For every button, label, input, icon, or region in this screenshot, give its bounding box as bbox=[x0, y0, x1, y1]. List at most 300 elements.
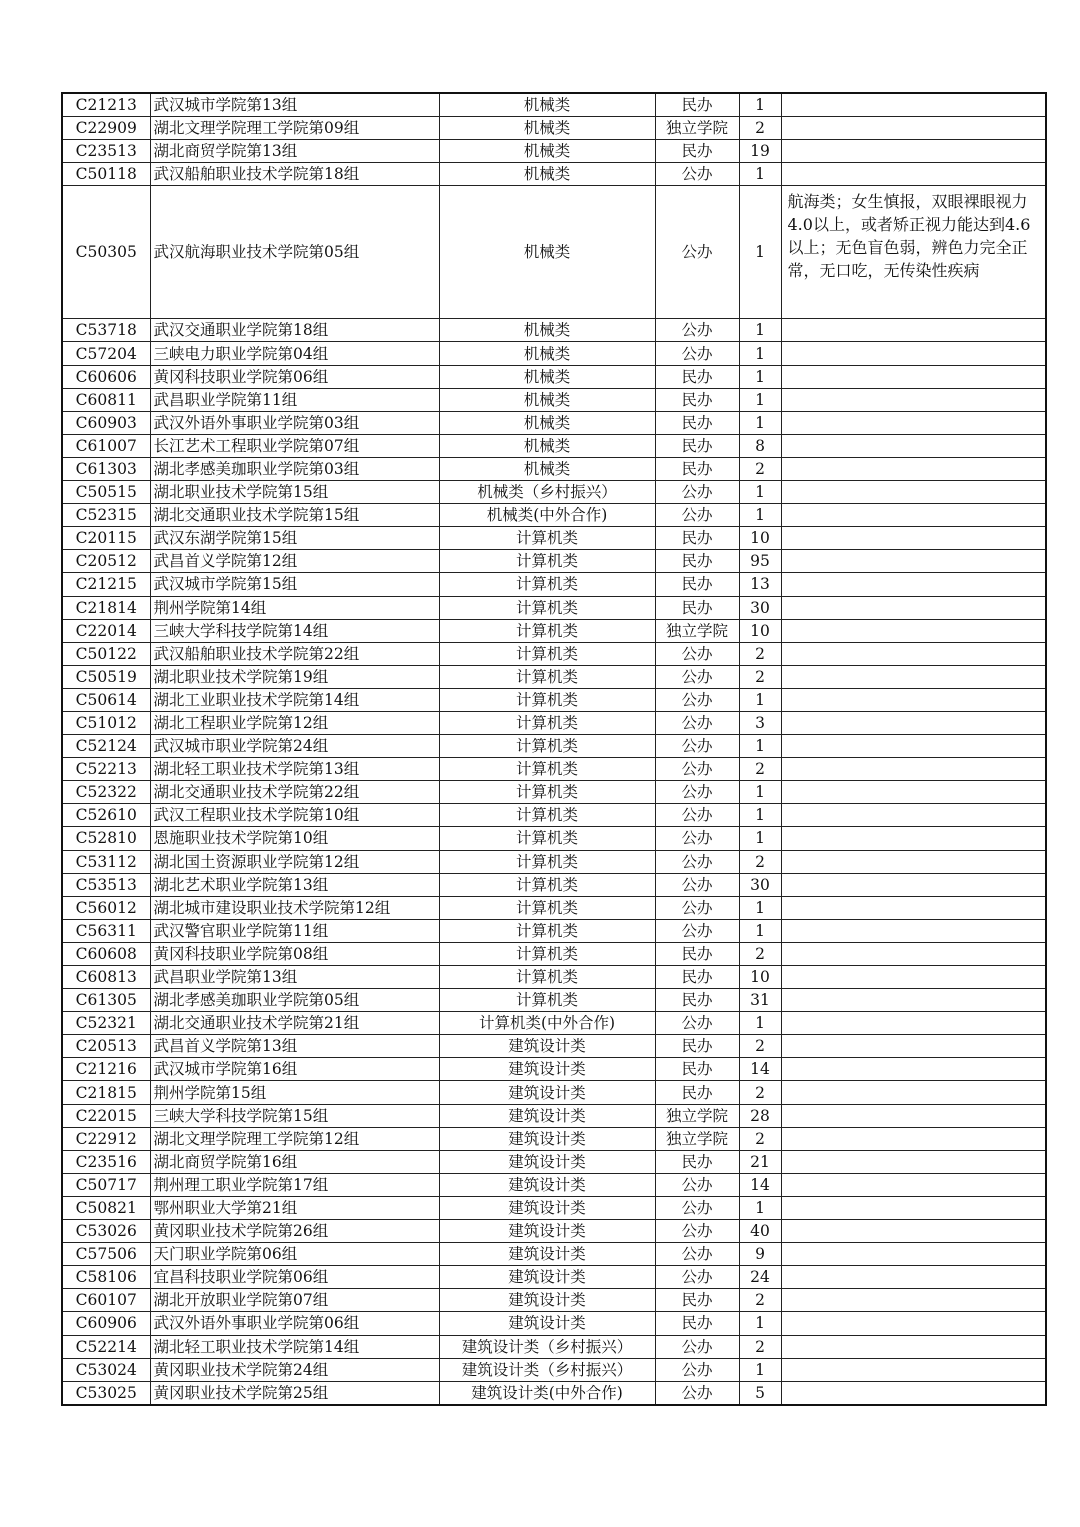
school-type-cell: 民办 bbox=[655, 596, 739, 619]
group-code-cell: C20115 bbox=[62, 527, 150, 550]
plan-count-cell: 1 bbox=[739, 365, 781, 388]
school-type-cell: 公办 bbox=[655, 1381, 739, 1405]
school-type-cell: 公办 bbox=[655, 342, 739, 365]
school-group-cell: 鄂州职业大学第21组 bbox=[150, 1196, 439, 1219]
school-group-cell: 湖北职业技术学院第19组 bbox=[150, 665, 439, 688]
table-row bbox=[62, 1012, 1046, 1035]
group-code-cell: C52124 bbox=[62, 735, 150, 758]
major-category-cell: 机械类 bbox=[439, 388, 655, 411]
school-group-cell: 湖北孝感美珈职业学院第05组 bbox=[150, 989, 439, 1012]
school-group-cell: 湖北文理学院理工学院第09组 bbox=[150, 117, 439, 140]
plan-count-cell: 24 bbox=[739, 1266, 781, 1289]
group-code-cell: C50305 bbox=[62, 186, 150, 319]
school-group-cell: 湖北孝感美珈职业学院第03组 bbox=[150, 457, 439, 480]
table-row bbox=[62, 186, 1046, 319]
plan-count-cell: 95 bbox=[739, 550, 781, 573]
major-category-cell: 建筑设计类 bbox=[439, 1312, 655, 1335]
table-row bbox=[62, 573, 1046, 596]
school-group-cell: 三峡电力职业学院第04组 bbox=[150, 342, 439, 365]
plan-count-cell: 14 bbox=[739, 1173, 781, 1196]
school-group-cell: 武汉城市学院第15组 bbox=[150, 573, 439, 596]
school-type-cell: 公办 bbox=[655, 642, 739, 665]
school-type-cell: 民办 bbox=[655, 388, 739, 411]
remark-cell bbox=[781, 596, 1046, 619]
plan-count-cell: 1 bbox=[739, 827, 781, 850]
major-category-cell: 计算机类 bbox=[439, 966, 655, 989]
remark-cell bbox=[781, 989, 1046, 1012]
group-code-cell: C50614 bbox=[62, 688, 150, 711]
school-type-cell: 公办 bbox=[655, 896, 739, 919]
school-group-cell: 武汉交通职业学院第18组 bbox=[150, 319, 439, 342]
group-code-cell: C52810 bbox=[62, 827, 150, 850]
major-category-cell: 机械类 bbox=[439, 411, 655, 434]
table-row bbox=[62, 711, 1046, 734]
remark-cell bbox=[781, 434, 1046, 457]
group-code-cell: C60903 bbox=[62, 411, 150, 434]
school-type-cell: 公办 bbox=[655, 688, 739, 711]
school-group-cell: 湖北轻工职业技术学院第14组 bbox=[150, 1335, 439, 1358]
major-category-cell: 计算机类(中外合作) bbox=[439, 1012, 655, 1035]
table-row bbox=[62, 642, 1046, 665]
group-code-cell: C53112 bbox=[62, 850, 150, 873]
school-type-cell: 公办 bbox=[655, 850, 739, 873]
plan-count-cell: 1 bbox=[739, 342, 781, 365]
major-category-cell: 计算机类 bbox=[439, 781, 655, 804]
school-type-cell: 民办 bbox=[655, 1081, 739, 1104]
school-group-cell: 黄冈职业技术学院第26组 bbox=[150, 1220, 439, 1243]
remark-cell bbox=[781, 873, 1046, 896]
school-group-cell: 黄冈职业技术学院第25组 bbox=[150, 1381, 439, 1405]
group-code-cell: C52315 bbox=[62, 504, 150, 527]
group-code-cell: C22912 bbox=[62, 1127, 150, 1150]
major-category-cell: 建筑设计类（乡村振兴） bbox=[439, 1358, 655, 1381]
table-row bbox=[62, 596, 1046, 619]
remark-cell bbox=[781, 1289, 1046, 1312]
table-row bbox=[62, 735, 1046, 758]
remark-cell bbox=[781, 342, 1046, 365]
major-category-cell: 建筑设计类 bbox=[439, 1196, 655, 1219]
school-type-cell: 民办 bbox=[655, 966, 739, 989]
plan-count-cell: 1 bbox=[739, 1312, 781, 1335]
school-group-cell: 湖北工业职业技术学院第14组 bbox=[150, 688, 439, 711]
school-group-cell: 湖北交通职业技术学院第21组 bbox=[150, 1012, 439, 1035]
major-category-cell: 计算机类 bbox=[439, 596, 655, 619]
plan-count-cell: 1 bbox=[739, 481, 781, 504]
remark-cell bbox=[781, 319, 1046, 342]
remark-cell bbox=[781, 804, 1046, 827]
table-row bbox=[62, 117, 1046, 140]
table-row bbox=[62, 527, 1046, 550]
remark-cell bbox=[781, 365, 1046, 388]
table-row bbox=[62, 1220, 1046, 1243]
remark-cell bbox=[781, 1173, 1046, 1196]
remark-cell bbox=[781, 388, 1046, 411]
table-row bbox=[62, 827, 1046, 850]
group-code-cell: C53718 bbox=[62, 319, 150, 342]
plan-count-cell: 2 bbox=[739, 1335, 781, 1358]
school-group-cell: 武汉警官职业学院第11组 bbox=[150, 919, 439, 942]
remark-cell bbox=[781, 457, 1046, 480]
school-type-cell: 公办 bbox=[655, 1335, 739, 1358]
plan-count-cell: 10 bbox=[739, 619, 781, 642]
plan-count-cell: 1 bbox=[739, 1358, 781, 1381]
major-category-cell: 计算机类 bbox=[439, 735, 655, 758]
school-type-cell: 独立学院 bbox=[655, 1104, 739, 1127]
school-type-cell: 公办 bbox=[655, 758, 739, 781]
group-code-cell: C20512 bbox=[62, 550, 150, 573]
major-category-cell: 计算机类 bbox=[439, 642, 655, 665]
remark-cell bbox=[781, 735, 1046, 758]
school-type-cell: 民办 bbox=[655, 989, 739, 1012]
plan-count-cell: 21 bbox=[739, 1150, 781, 1173]
school-group-cell: 湖北城市建设职业技术学院第12组 bbox=[150, 896, 439, 919]
group-code-cell: C60608 bbox=[62, 942, 150, 965]
table-row bbox=[62, 1035, 1046, 1058]
school-group-cell: 黄冈科技职业学院第08组 bbox=[150, 942, 439, 965]
plan-count-cell: 1 bbox=[739, 186, 781, 319]
group-code-cell: C50821 bbox=[62, 1196, 150, 1219]
plan-count-cell: 1 bbox=[739, 1196, 781, 1219]
school-group-cell: 湖北文理学院理工学院第12组 bbox=[150, 1127, 439, 1150]
group-code-cell: C53026 bbox=[62, 1220, 150, 1243]
table-row bbox=[62, 163, 1046, 186]
group-code-cell: C51012 bbox=[62, 711, 150, 734]
table-row bbox=[62, 550, 1046, 573]
school-group-cell: 湖北交通职业技术学院第22组 bbox=[150, 781, 439, 804]
major-category-cell: 计算机类 bbox=[439, 665, 655, 688]
document-page bbox=[61, 92, 1045, 1406]
school-group-cell: 武汉城市学院第13组 bbox=[150, 93, 439, 117]
school-group-cell: 武汉城市职业学院第24组 bbox=[150, 735, 439, 758]
school-group-cell: 武昌职业学院第13组 bbox=[150, 966, 439, 989]
plan-count-cell: 14 bbox=[739, 1058, 781, 1081]
major-category-cell: 建筑设计类 bbox=[439, 1266, 655, 1289]
school-type-cell: 公办 bbox=[655, 804, 739, 827]
remark-cell bbox=[781, 966, 1046, 989]
school-type-cell: 公办 bbox=[655, 781, 739, 804]
major-category-cell: 建筑设计类 bbox=[439, 1173, 655, 1196]
school-type-cell: 民办 bbox=[655, 550, 739, 573]
plan-count-cell: 2 bbox=[739, 642, 781, 665]
remark-cell bbox=[781, 1104, 1046, 1127]
remark-cell bbox=[781, 573, 1046, 596]
remark-cell bbox=[781, 1127, 1046, 1150]
group-code-cell: C23513 bbox=[62, 140, 150, 163]
school-type-cell: 民办 bbox=[655, 140, 739, 163]
remark-cell bbox=[781, 1150, 1046, 1173]
school-group-cell: 武汉船舶职业技术学院第22组 bbox=[150, 642, 439, 665]
table-row bbox=[62, 319, 1046, 342]
table-row bbox=[62, 1289, 1046, 1312]
group-code-cell: C57506 bbox=[62, 1243, 150, 1266]
remark-cell bbox=[781, 642, 1046, 665]
table-row bbox=[62, 804, 1046, 827]
major-category-cell: 建筑设计类（乡村振兴） bbox=[439, 1335, 655, 1358]
major-category-cell: 机械类 bbox=[439, 186, 655, 319]
school-type-cell: 公办 bbox=[655, 1196, 739, 1219]
school-type-cell: 公办 bbox=[655, 1220, 739, 1243]
group-code-cell: C22014 bbox=[62, 619, 150, 642]
table-row bbox=[62, 388, 1046, 411]
plan-count-cell: 10 bbox=[739, 966, 781, 989]
major-category-cell: 建筑设计类 bbox=[439, 1035, 655, 1058]
plan-count-cell: 3 bbox=[739, 711, 781, 734]
remark-cell bbox=[781, 93, 1046, 117]
school-type-cell: 民办 bbox=[655, 411, 739, 434]
school-type-cell: 民办 bbox=[655, 573, 739, 596]
major-category-cell: 建筑设计类 bbox=[439, 1127, 655, 1150]
major-category-cell: 机械类 bbox=[439, 457, 655, 480]
remark-cell bbox=[781, 711, 1046, 734]
remark-cell bbox=[781, 781, 1046, 804]
major-category-cell: 机械类 bbox=[439, 117, 655, 140]
plan-count-cell: 1 bbox=[739, 688, 781, 711]
group-code-cell: C21215 bbox=[62, 573, 150, 596]
major-category-cell: 机械类（乡村振兴） bbox=[439, 481, 655, 504]
school-group-cell: 湖北国土资源职业学院第12组 bbox=[150, 850, 439, 873]
table-row bbox=[62, 665, 1046, 688]
remark-cell bbox=[781, 1220, 1046, 1243]
school-type-cell: 民办 bbox=[655, 1312, 739, 1335]
remark-cell bbox=[781, 1266, 1046, 1289]
school-type-cell: 公办 bbox=[655, 1243, 739, 1266]
group-code-cell: C22015 bbox=[62, 1104, 150, 1127]
plan-count-cell: 30 bbox=[739, 596, 781, 619]
major-category-cell: 机械类 bbox=[439, 319, 655, 342]
remark-cell bbox=[781, 1381, 1046, 1405]
school-type-cell: 公办 bbox=[655, 1358, 739, 1381]
school-type-cell: 公办 bbox=[655, 504, 739, 527]
school-type-cell: 公办 bbox=[655, 1012, 739, 1035]
school-group-cell: 荆州理工职业学院第17组 bbox=[150, 1173, 439, 1196]
remark-cell bbox=[781, 942, 1046, 965]
school-group-cell: 湖北艺术职业学院第13组 bbox=[150, 873, 439, 896]
table-row bbox=[62, 919, 1046, 942]
table-row bbox=[62, 850, 1046, 873]
plan-count-cell: 5 bbox=[739, 1381, 781, 1405]
group-code-cell: C60606 bbox=[62, 365, 150, 388]
plan-count-cell: 1 bbox=[739, 804, 781, 827]
major-category-cell: 机械类 bbox=[439, 93, 655, 117]
school-type-cell: 公办 bbox=[655, 873, 739, 896]
group-code-cell: C58106 bbox=[62, 1266, 150, 1289]
major-category-cell: 建筑设计类(中外合作) bbox=[439, 1381, 655, 1405]
group-code-cell: C50519 bbox=[62, 665, 150, 688]
remark-cell bbox=[781, 665, 1046, 688]
group-code-cell: C21213 bbox=[62, 93, 150, 117]
group-code-cell: C61305 bbox=[62, 989, 150, 1012]
school-group-cell: 武汉船舶职业技术学院第18组 bbox=[150, 163, 439, 186]
plan-count-cell: 1 bbox=[739, 93, 781, 117]
group-code-cell: C60811 bbox=[62, 388, 150, 411]
table-row bbox=[62, 942, 1046, 965]
school-type-cell: 独立学院 bbox=[655, 117, 739, 140]
major-category-cell: 机械类 bbox=[439, 342, 655, 365]
school-type-cell: 公办 bbox=[655, 919, 739, 942]
major-category-cell: 计算机类 bbox=[439, 850, 655, 873]
remark-cell bbox=[781, 919, 1046, 942]
school-group-cell: 武汉东湖学院第15组 bbox=[150, 527, 439, 550]
group-code-cell: C21216 bbox=[62, 1058, 150, 1081]
major-category-cell: 计算机类 bbox=[439, 896, 655, 919]
school-type-cell: 公办 bbox=[655, 1173, 739, 1196]
major-category-cell: 建筑设计类 bbox=[439, 1220, 655, 1243]
remark-cell bbox=[781, 1012, 1046, 1035]
remark-cell bbox=[781, 827, 1046, 850]
school-group-cell: 武汉工程职业技术学院第10组 bbox=[150, 804, 439, 827]
table-row bbox=[62, 1381, 1046, 1405]
table-row bbox=[62, 342, 1046, 365]
table-row bbox=[62, 365, 1046, 388]
table-row bbox=[62, 1335, 1046, 1358]
remark-cell bbox=[781, 550, 1046, 573]
table-row bbox=[62, 688, 1046, 711]
remark-cell: 航海类；女生慎报，双眼裸眼视力4.0以上，或者矫正视力能达到4.6以上；无色盲色弱，辨色力完全正常，无口吃，无传染性疾病 bbox=[781, 186, 1046, 319]
table-row bbox=[62, 1104, 1046, 1127]
school-type-cell: 公办 bbox=[655, 163, 739, 186]
school-group-cell: 湖北职业技术学院第15组 bbox=[150, 481, 439, 504]
major-category-cell: 机械类 bbox=[439, 140, 655, 163]
table-row bbox=[62, 411, 1046, 434]
major-category-cell: 计算机类 bbox=[439, 873, 655, 896]
school-type-cell: 公办 bbox=[655, 711, 739, 734]
table-row bbox=[62, 1058, 1046, 1081]
plan-count-cell: 19 bbox=[739, 140, 781, 163]
table-row bbox=[62, 1173, 1046, 1196]
school-group-cell: 武汉外语外事职业学院第03组 bbox=[150, 411, 439, 434]
table-row bbox=[62, 1196, 1046, 1219]
group-code-cell: C61007 bbox=[62, 434, 150, 457]
group-code-cell: C60107 bbox=[62, 1289, 150, 1312]
school-group-cell: 长江艺术工程职业学院第07组 bbox=[150, 434, 439, 457]
group-code-cell: C21815 bbox=[62, 1081, 150, 1104]
remark-cell bbox=[781, 411, 1046, 434]
remark-cell bbox=[781, 527, 1046, 550]
plan-count-cell: 2 bbox=[739, 457, 781, 480]
group-code-cell: C53513 bbox=[62, 873, 150, 896]
plan-count-cell: 31 bbox=[739, 989, 781, 1012]
major-category-cell: 建筑设计类 bbox=[439, 1081, 655, 1104]
plan-count-cell: 13 bbox=[739, 573, 781, 596]
remark-cell bbox=[781, 504, 1046, 527]
remark-cell bbox=[781, 140, 1046, 163]
group-code-cell: C53024 bbox=[62, 1358, 150, 1381]
school-group-cell: 天门职业学院第06组 bbox=[150, 1243, 439, 1266]
table-row bbox=[62, 481, 1046, 504]
school-group-cell: 荆州学院第15组 bbox=[150, 1081, 439, 1104]
table-row bbox=[62, 619, 1046, 642]
major-category-cell: 建筑设计类 bbox=[439, 1058, 655, 1081]
major-category-cell: 计算机类 bbox=[439, 919, 655, 942]
school-type-cell: 独立学院 bbox=[655, 1127, 739, 1150]
plan-count-cell: 2 bbox=[739, 758, 781, 781]
plan-count-cell: 2 bbox=[739, 117, 781, 140]
remark-cell bbox=[781, 1035, 1046, 1058]
table-row bbox=[62, 1266, 1046, 1289]
remark-cell bbox=[781, 481, 1046, 504]
table-row bbox=[62, 896, 1046, 919]
remark-cell bbox=[781, 1058, 1046, 1081]
group-code-cell: C60906 bbox=[62, 1312, 150, 1335]
school-group-cell: 湖北开放职业学院第07组 bbox=[150, 1289, 439, 1312]
plan-count-cell: 1 bbox=[739, 735, 781, 758]
school-group-cell: 恩施职业技术学院第10组 bbox=[150, 827, 439, 850]
group-code-cell: C23516 bbox=[62, 1150, 150, 1173]
group-code-cell: C50122 bbox=[62, 642, 150, 665]
plan-count-cell: 30 bbox=[739, 873, 781, 896]
school-group-cell: 黄冈科技职业学院第06组 bbox=[150, 365, 439, 388]
plan-count-cell: 2 bbox=[739, 1081, 781, 1104]
admission-plan-table bbox=[61, 92, 1047, 1406]
plan-count-cell: 9 bbox=[739, 1243, 781, 1266]
major-category-cell: 机械类(中外合作) bbox=[439, 504, 655, 527]
table-row bbox=[62, 1243, 1046, 1266]
group-code-cell: C60813 bbox=[62, 966, 150, 989]
school-type-cell: 民办 bbox=[655, 1058, 739, 1081]
plan-count-cell: 1 bbox=[739, 504, 781, 527]
remark-cell bbox=[781, 758, 1046, 781]
major-category-cell: 建筑设计类 bbox=[439, 1104, 655, 1127]
plan-count-cell: 1 bbox=[739, 781, 781, 804]
school-group-cell: 湖北商贸学院第13组 bbox=[150, 140, 439, 163]
table-body bbox=[62, 93, 1046, 1405]
group-code-cell: C61303 bbox=[62, 457, 150, 480]
table-row bbox=[62, 966, 1046, 989]
group-code-cell: C56311 bbox=[62, 919, 150, 942]
major-category-cell: 建筑设计类 bbox=[439, 1243, 655, 1266]
school-type-cell: 民办 bbox=[655, 942, 739, 965]
group-code-cell: C56012 bbox=[62, 896, 150, 919]
plan-count-cell: 2 bbox=[739, 665, 781, 688]
table-row bbox=[62, 93, 1046, 117]
plan-count-cell: 1 bbox=[739, 1012, 781, 1035]
school-type-cell: 公办 bbox=[655, 1266, 739, 1289]
school-type-cell: 民办 bbox=[655, 434, 739, 457]
remark-cell bbox=[781, 1358, 1046, 1381]
remark-cell bbox=[781, 1312, 1046, 1335]
school-type-cell: 公办 bbox=[655, 827, 739, 850]
group-code-cell: C50717 bbox=[62, 1173, 150, 1196]
remark-cell bbox=[781, 688, 1046, 711]
school-group-cell: 黄冈职业技术学院第24组 bbox=[150, 1358, 439, 1381]
school-group-cell: 武汉外语外事职业学院第06组 bbox=[150, 1312, 439, 1335]
remark-cell bbox=[781, 1243, 1046, 1266]
remark-cell bbox=[781, 163, 1046, 186]
school-type-cell: 民办 bbox=[655, 365, 739, 388]
major-category-cell: 机械类 bbox=[439, 365, 655, 388]
school-type-cell: 公办 bbox=[655, 735, 739, 758]
plan-count-cell: 2 bbox=[739, 1035, 781, 1058]
major-category-cell: 计算机类 bbox=[439, 989, 655, 1012]
group-code-cell: C50515 bbox=[62, 481, 150, 504]
group-code-cell: C53025 bbox=[62, 1381, 150, 1405]
school-group-cell: 湖北交通职业技术学院第15组 bbox=[150, 504, 439, 527]
table-row bbox=[62, 989, 1046, 1012]
group-code-cell: C21814 bbox=[62, 596, 150, 619]
plan-count-cell: 2 bbox=[739, 850, 781, 873]
major-category-cell: 计算机类 bbox=[439, 758, 655, 781]
major-category-cell: 计算机类 bbox=[439, 550, 655, 573]
remark-cell bbox=[781, 850, 1046, 873]
table-row bbox=[62, 781, 1046, 804]
group-code-cell: C22909 bbox=[62, 117, 150, 140]
school-group-cell: 武汉航海职业技术学院第05组 bbox=[150, 186, 439, 319]
school-group-cell: 武昌首义学院第13组 bbox=[150, 1035, 439, 1058]
school-type-cell: 公办 bbox=[655, 186, 739, 319]
major-category-cell: 计算机类 bbox=[439, 619, 655, 642]
school-group-cell: 湖北商贸学院第16组 bbox=[150, 1150, 439, 1173]
school-type-cell: 民办 bbox=[655, 457, 739, 480]
